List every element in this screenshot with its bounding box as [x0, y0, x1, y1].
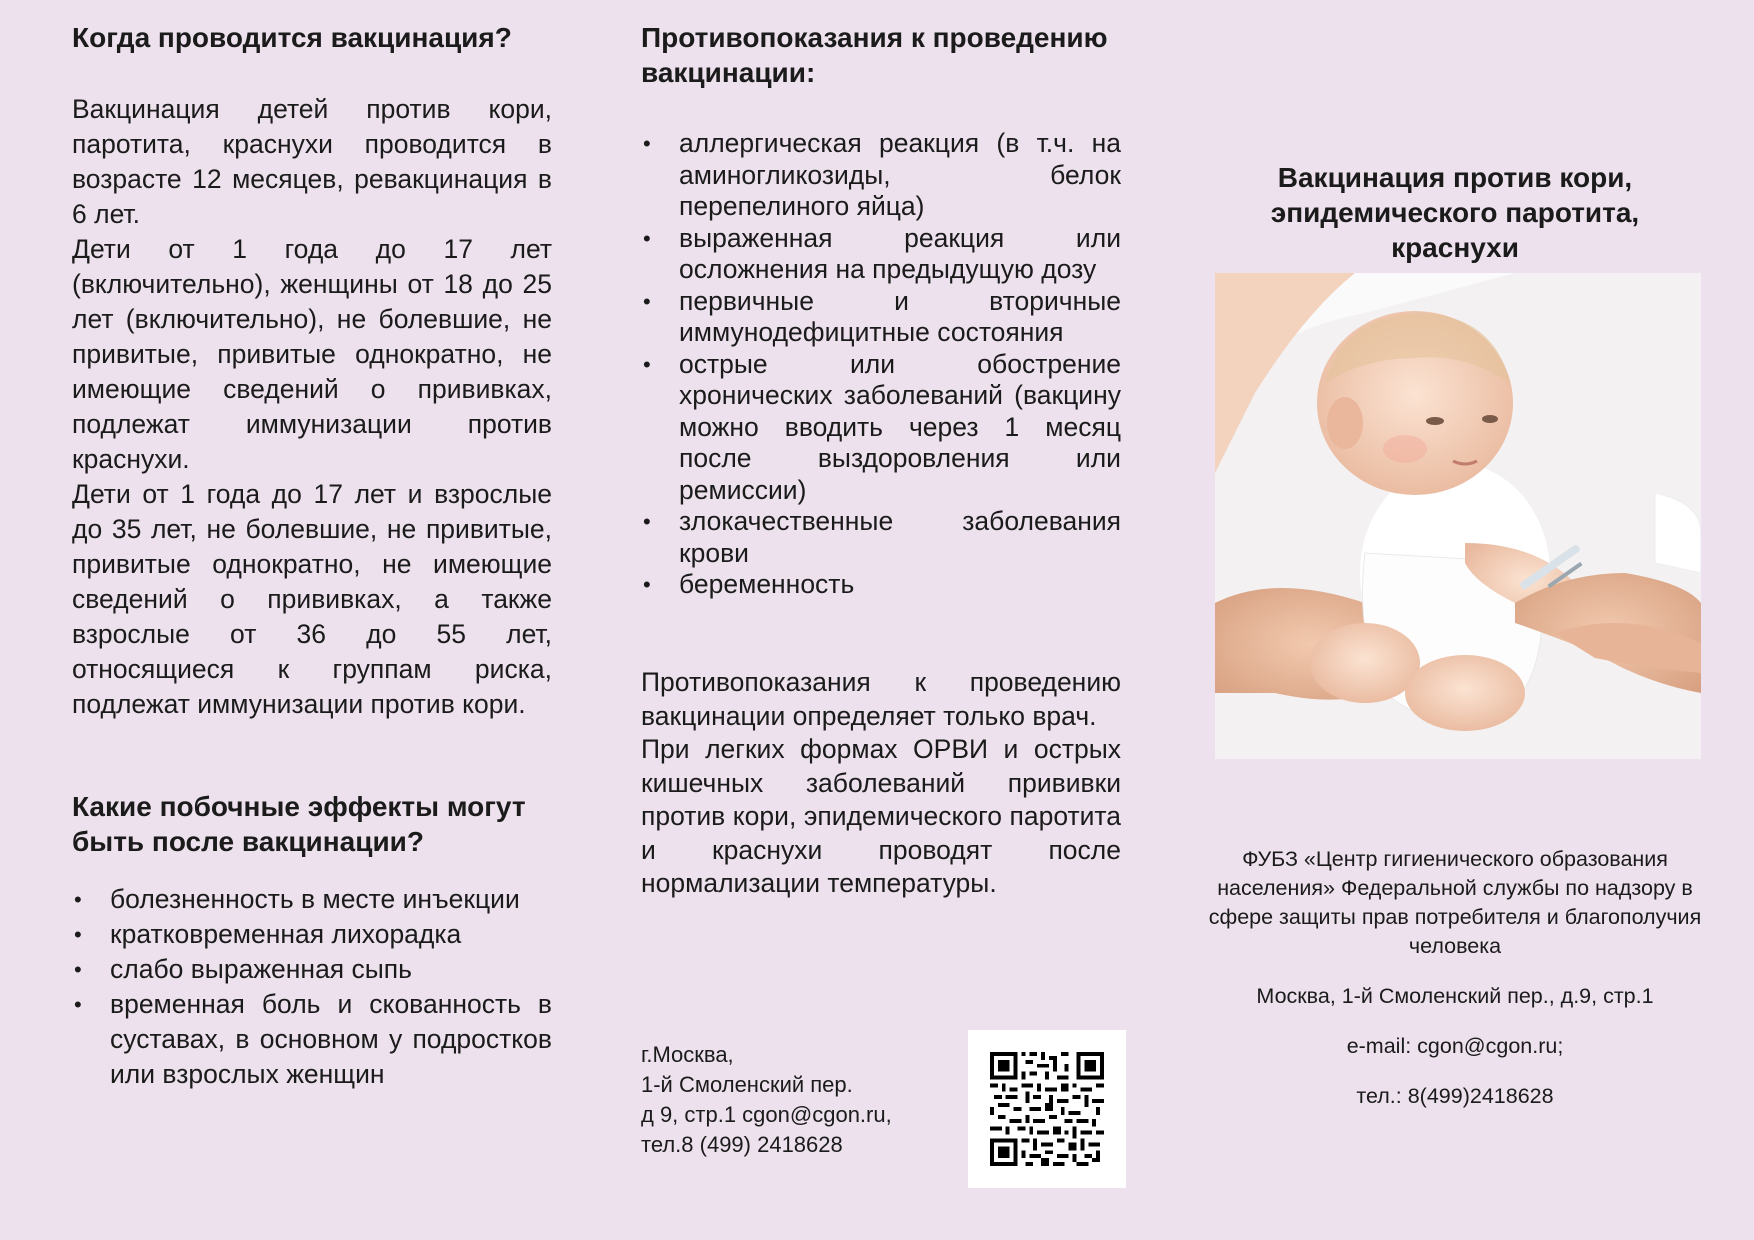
bullet-icon: •	[643, 131, 651, 156]
heading-contraindications: Противопоказания к проведению вакцинации:	[641, 22, 1108, 88]
list-item: • первичные и вторичные иммунодефицитные состояния	[643, 285, 1121, 347]
when-text	[72, 92, 552, 722]
org-email: e-mail: cgon@cgon.ru;	[1346, 1034, 1564, 1058]
baby-photo-illustration	[1215, 273, 1701, 759]
contact-city: г.Москва,	[641, 1042, 734, 1067]
list-item: • выраженная реакция или осложнения на предыдущую дозу	[643, 222, 1121, 284]
brochure-title: Вакцинация против кори, эпидемического паротита, краснухи	[1270, 162, 1640, 263]
org-phone: тел.: 8(499)2418628	[1356, 1084, 1554, 1108]
contact-building-email: д 9, стр.1 cgon@cgon.ru,	[641, 1102, 892, 1127]
bullet-icon: •	[643, 288, 651, 314]
list-item: • болезненность в месте инъекции	[110, 882, 552, 917]
contact-block	[641, 1040, 892, 1160]
list-item: • острые или обострение хронических заболеваний (вакцину можно вводить через 1 месяц после выздоровления или ремиссии)	[643, 348, 1121, 505]
list-item: • аллергическая реакция (в т.ч. на аминогликозиды, белок перепелиного яйца)	[643, 128, 1121, 221]
org-address: Москва, 1-й Смоленский пер., д.9, стр.1	[1256, 984, 1654, 1008]
side-effects-list	[74, 882, 552, 1092]
qr-code-icon	[990, 1052, 1104, 1166]
contraindications-list	[643, 128, 1121, 601]
bullet-icon: •	[74, 992, 82, 1017]
list-item: • временная боль и скованность в суставах, в основном у подростков или взрослых женщин	[74, 989, 552, 1089]
list-item: • кратковременная лихорадка	[110, 917, 552, 952]
bullet-icon: •	[643, 225, 651, 251]
bullet-icon: •	[643, 351, 651, 377]
doctor-note: Противопоказания к проведению вакцинации определяет только врач.	[641, 667, 1121, 731]
heading-when: Когда проводится вакцинация?	[72, 22, 512, 53]
contact-street: 1-й Смоленский пер.	[641, 1072, 853, 1097]
bullet-icon: •	[74, 957, 82, 982]
bullet-icon: •	[643, 572, 651, 597]
list-item: • злокачественные заболевания крови	[643, 506, 1121, 568]
paragraph-1: Вакцинация детей против кори, паротита, краснухи проводится в возрасте 12 месяцев, ревакцинация в 6 лет.	[72, 94, 552, 229]
paragraph-2: Дети от 1 года до 17 лет (включительно), женщины от 18 до 25 лет (включительно), не болевшие, не привитые, привитые однократно, не имеющие сведений о прививках, подлежат иммунизации против краснухи.	[72, 234, 552, 474]
organization-name: ФУБЗ «Центр гигиенического образования населения» Федеральной службы по надзору в сфере защиты прав потребителя и благополучия человека	[1208, 847, 1702, 958]
list-item: • беременность	[643, 569, 855, 599]
paragraph-3: Дети от 1 года до 17 лет и взрослые до 35 лет, не болевшие, не привитые, привитые однократно, не имеющие сведений о прививках, а также взрослые от 36 до 55 лет, относящиеся к группам риска, подлежат иммунизации против кори.	[72, 479, 552, 719]
bullet-icon: •	[74, 887, 82, 912]
bullet-icon: •	[74, 922, 82, 947]
qr-code	[968, 1030, 1126, 1188]
heading-side-effects: Какие побочные эффекты могут быть после вакцинации?	[72, 791, 526, 857]
contact-phone: тел.8 (499) 2418628	[641, 1132, 843, 1157]
orvi-note: При легких формах ОРВИ и острых кишечных заболеваний прививки против кори, эпидемического паротита и краснухи проводят после нормализации температуры.	[641, 734, 1121, 898]
list-item: • слабо выраженная сыпь	[110, 952, 552, 987]
contraindications-note	[641, 666, 1121, 901]
baby-vaccination-photo	[1215, 273, 1701, 759]
bullet-icon: •	[643, 509, 651, 534]
